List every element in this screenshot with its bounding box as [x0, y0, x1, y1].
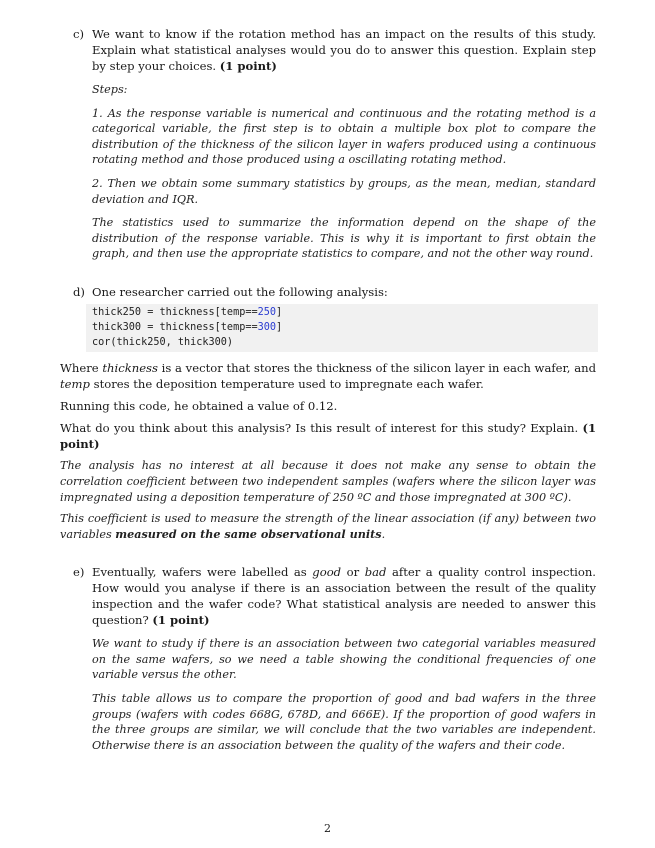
answer-c-step1: 1. As the response variable is numerical and continuous and the rotating method is a categorical variable, the first step is to obtain a multiple box plot to compare the distribution of the thickness of the silicon layer in wafers produced using a continuous rotating method and those produced using a oscillating rotating method.: [92, 106, 596, 167]
code-block: [86, 304, 598, 352]
code-line: thick250 = thickness[temp==250]: [92, 306, 283, 318]
item-marker-d: d): [73, 284, 85, 299]
running-paragraph: Running this code, he obtained a value of 0.12.: [60, 399, 338, 414]
question-d: [60, 284, 596, 300]
steps-title: Steps:: [92, 83, 128, 96]
answer-e-2: This table allows us to compare the proportion of good and bad wafers in the three groups (wafers with codes 668G, 678D, and 666E). If the proportion of good wafers in the three groups are similar, we will conclude that the two variables are independent. Otherwise there is an association between the quality of the wafers and their code.: [92, 692, 596, 752]
document-page: [60, 26, 596, 753]
page-number: 2: [324, 822, 331, 835]
answer-e-1: We want to study if there is an association between two categorial variables measured on the same wafers, so we need a table showing the conditional frequencies of one variable versus the other.: [92, 637, 596, 682]
answer-d-2: This coefficient is used to measure the strength of the linear association (if any) between two variables measured on the same observational units.: [60, 512, 596, 541]
question-d-text: What do you think about this analysis? Is this result of interest for this study? Explain. (1 point): [60, 421, 597, 452]
question-e: [60, 564, 596, 753]
question-e-text: Eventually, wafers were labelled as good or bad after a quality control inspection. How would you analyse if there is an association between the result of the quality inspection and the wafer code? What statistical analysis are needed to answer this question? (1 point): [92, 565, 596, 628]
answer-c-step2: 2. Then we obtain some summary statistics by groups, as the mean, median, standard deviation and IQR.: [92, 176, 596, 206]
question-c-text: We want to know if the rotation method has an impact on the results of this study. Explain what statistical analyses would you do to answer this question. Explain step by step your choices. (1 point): [92, 27, 596, 73]
item-marker-e: e): [73, 565, 85, 580]
item-marker-c: c): [73, 27, 85, 41]
points-label: (1 point): [60, 421, 597, 452]
answer-d-1: The analysis has no interest at all because it does not make any sense to obtain the correlation coefficient between two independent samples (wafers where the silicon layer was impregnated using a deposition temperature of 250 ºC and those impregnated at 300 ºC).: [60, 459, 596, 504]
code-line: cor(thick250, thick300): [92, 336, 234, 348]
points-label: (1 point): [152, 613, 210, 628]
answer-c-note: The statistics used to summarize the information depend on the shape of the distribution of the response variable. This is why it is important to first obtain the graph, and then use the appropriate statistics to compare, and not the other way round.: [92, 216, 596, 261]
where-paragraph: Where thickness is a vector that stores the thickness of the silicon layer in each wafer, and temp stores the deposition temperature used to impregnate each wafer.: [60, 361, 596, 392]
points-label: (1 point): [219, 59, 277, 73]
question-d-intro: One researcher carried out the following analysis:: [92, 284, 388, 299]
code-line: thick300 = thickness[temp==300]: [92, 321, 283, 333]
question-c: [60, 26, 596, 262]
